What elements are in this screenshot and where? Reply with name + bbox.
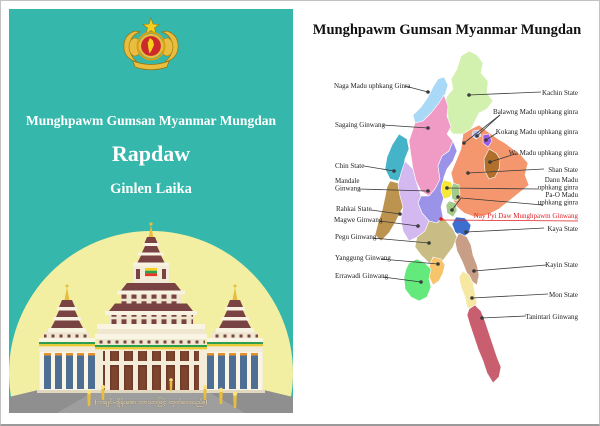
- label-sagaing-ginwang: Sagaing Ginwang: [335, 121, 385, 129]
- label-mon-state: Mon State: [549, 291, 578, 299]
- label-shan-state: Shan State: [548, 166, 578, 174]
- region-tanintari-ginwang: [467, 305, 501, 383]
- label-pa-o-madu-uphkang-ginra: uphkang ginra: [537, 198, 578, 207]
- marker-dot-kaya-state: [464, 230, 468, 234]
- leader-line-kayin-state: [474, 265, 546, 271]
- myanmar-states-map: [301, 1, 593, 426]
- seal-banner: [133, 61, 169, 70]
- marker-dot-naga-madu-uphkang-ginra: [426, 90, 430, 94]
- label-errawadi-ginwang: Errawadi Ginwang: [335, 272, 389, 280]
- marker-dot-shan-state: [466, 171, 470, 175]
- marker-dot-tanintari-ginwang: [480, 316, 484, 320]
- label-kayin-state: Kayin State: [545, 261, 578, 269]
- label-rahkai-state: Rahkai State: [336, 205, 372, 213]
- cover-union-title: Munghpawm Gumsan Myanmar Mungdan: [26, 113, 276, 128]
- label-mandale-ginwang: Ginwang: [335, 184, 361, 193]
- label-naga-madu-uphkang-ginra: Naga Madu uphkang Ginra: [334, 82, 411, 90]
- marker-dot-kayin-state: [472, 269, 476, 273]
- marker-dot-yanggung-ginwang: [436, 262, 440, 266]
- map-page: [293, 1, 600, 426]
- marker-dot-danu-madu-uphkang-ginra: [445, 186, 449, 190]
- marker-dot-magwe-ginwang: [416, 224, 420, 228]
- marker-dot-kokang-madu-uphkang-ginra: [484, 138, 488, 142]
- cover-subtitle: Ginlen Laika: [110, 181, 192, 197]
- marker-dot-balawng-madu-uphkang-ginra: [475, 134, 479, 138]
- leader-line-tanintari-ginwang: [482, 316, 526, 318]
- marker-dot-wa-madu-uphkang-ginra: [488, 160, 492, 164]
- marker-dot-mandale-ginwang: [426, 189, 430, 193]
- cover-page: [9, 9, 293, 413]
- label-chin-state: Chin State: [335, 162, 365, 170]
- marker-dot-kachin-state: [467, 93, 471, 97]
- label-balawng-madu-uphkang-ginra: Balawng Madu uphkang ginra: [493, 108, 578, 116]
- label-magwe-ginwang: Magwe Ginwang: [334, 216, 383, 224]
- region-kachin-state: [444, 51, 493, 134]
- cover-main-title: Rapdaw: [111, 141, 191, 166]
- marker-dot-sagaing-ginwang: [426, 126, 430, 130]
- marker-dot-errawadi-ginwang: [419, 280, 423, 284]
- label-danu-madu-uphkang-ginra: Danu Madu: [544, 176, 578, 184]
- label-kachin-state: Kachin State: [542, 89, 578, 97]
- label-danu-madu-uphkang-ginra: uphkang ginra: [537, 183, 578, 192]
- marker-dot-nay-pyi-daw-munghpawm-ginwang: [439, 217, 443, 221]
- marker-dot-pa-o-madu-uphkang-ginra: [456, 195, 460, 199]
- label-kaya-state: Kaya State: [547, 225, 578, 233]
- myanmar-flag-icon: [145, 268, 157, 276]
- myanmar-state-seal-icon: [120, 17, 182, 73]
- label-pegu-ginwang: Pegu Ginwang: [335, 233, 377, 241]
- map-page-title: Munghpawm Gumsan Myanmar Mungdan: [312, 22, 582, 38]
- marker-dot-rahkai-state: [398, 212, 402, 216]
- marker-dot-pegu-ginwang: [427, 241, 431, 245]
- leader-line-mon-state: [472, 294, 548, 298]
- marker-dot-balawng-madu-uphkang-ginra: [462, 141, 466, 145]
- leader-line-kaya-state: [466, 228, 544, 232]
- label-wa-madu-uphkang-ginra: Wa Madu uphkang ginra: [508, 149, 578, 157]
- marker-dot-chin-state: [392, 169, 396, 173]
- label-pa-o-madu-uphkang-ginra: Pa-O Madu: [545, 191, 578, 199]
- marker-dot-pa-o-madu-uphkang-ginra: [450, 208, 454, 212]
- label-nay-pyi-daw-munghpawm-ginwang: Nay Pyi Daw Munghpawm Ginwang: [473, 212, 578, 220]
- label-yanggung-ginwang: Yanggung Ginwang: [335, 254, 391, 262]
- label-kokang-madu-uphkang-ginra: Kokang Madu uphkang ginra: [495, 128, 578, 136]
- region-yanggung-ginwang: [429, 257, 445, 285]
- marker-dot-mon-state: [470, 296, 474, 300]
- label-mandale-ginwang: Mandale: [335, 177, 360, 185]
- parliament-building-illustration: [9, 201, 293, 413]
- label-tanintari-ginwang: Tanintari Ginwang: [525, 313, 578, 321]
- cover-caption-burmese: (ကချင်-ဂျိန်းဖော ဘာသာဖြင့် ထုတ်ဝေသည်။): [94, 398, 208, 406]
